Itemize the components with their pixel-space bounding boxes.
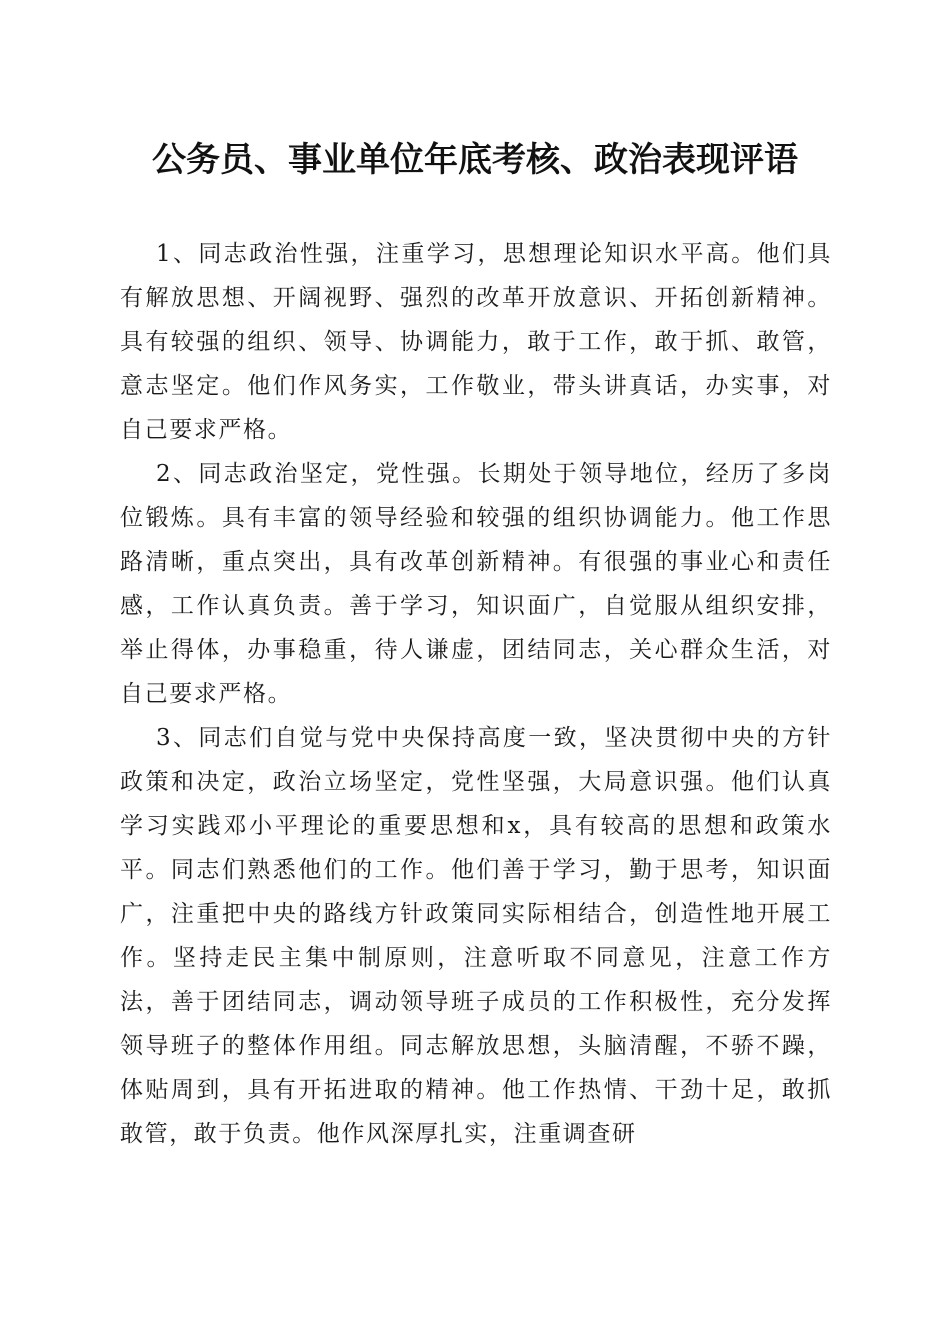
paragraph-1: 1、同志政治性强，注重学习，思想理论知识水平高。他们具有解放思想、开阔视野、强烈的改革开放意识、开拓创新精神。具有较强的组织、领导、协调能力，敢于工作，敢于抓、敢管，意志坚定。他们作风务实，工作敬业，带头讲真话，办实事，对自己要求严格。 bbox=[120, 241, 832, 443]
paragraph-2: 2、同志政治坚定，党性强。长期处于领导地位，经历了多岗位锻炼。具有丰富的领导经验和较强的组织协调能力。他工作思路清晰，重点突出，具有改革创新精神。有很强的事业心和责任感，工作认真负责。善于学习，知识面广，自觉服从组织安排，举止得体，办事稳重，待人谦虚，团结同志，关心群众生活，对自己要求严格。 bbox=[120, 461, 832, 707]
paragraph-3: 3、同志们自觉与党中央保持高度一致，坚决贯彻中央的方针政策和决定，政治立场坚定，党性坚强，大局意识强。他们认真学习实践邓小平理论的重要思想和x，具有较高的思想和政策水平。同志们熟悉他们的工作。他们善于学习，勤于思考，知识面广，注重把中央的路线方针政策同实际相结合，创造性地开展工作。坚持走民主集中制原则，注意听取不同意见，注意工作方法，善于团结同志，调动领导班子成员的工作积极性，充分发挥领导班子的整体作用组。同志解放思想，头脑清醒，不骄不躁，体贴周到，具有开拓进取的精神。他工作热情、干劲十足，敢抓敢管，敢于负责。他作风深厚扎实，注重调查研 bbox=[120, 725, 832, 1147]
page-title: 公务员、事业单位年底考核、政治表现评语 bbox=[152, 140, 798, 180]
document-body bbox=[120, 232, 832, 1156]
